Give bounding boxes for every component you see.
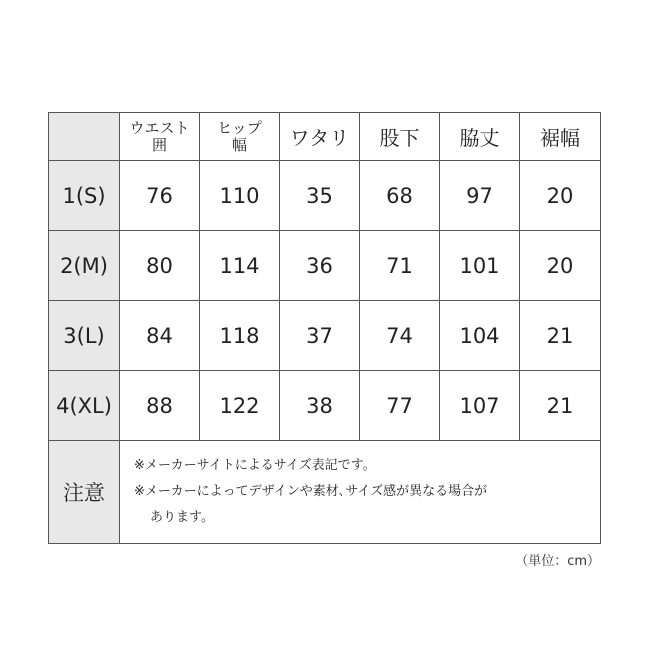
value-cell: 20: [520, 231, 601, 301]
value-cell: 20: [520, 161, 601, 231]
value-cell: 35: [280, 161, 360, 231]
header-hip-line2: 幅: [231, 135, 247, 154]
header-waist-line1: ウエスト: [129, 118, 190, 137]
value-cell: 37: [280, 301, 360, 371]
size-row-s: [49, 161, 601, 231]
value-cell: 21: [520, 301, 601, 371]
size-label: 2(M): [49, 231, 120, 301]
header-hip: [200, 113, 280, 161]
header-waist: [120, 113, 200, 161]
unit-note: （単位：cm）: [515, 554, 600, 569]
value-cell: 118: [200, 301, 280, 371]
value-cell: 68: [360, 161, 440, 231]
note-text-cell: [120, 441, 601, 544]
value-cell: 107: [440, 371, 520, 441]
header-waist-line2: 囲: [151, 135, 167, 154]
header-row: [49, 113, 601, 161]
header-inseam: 股下: [360, 113, 440, 161]
size-row-m: [49, 231, 601, 301]
value-cell: 80: [120, 231, 200, 301]
header-hem-width: 裾幅: [520, 113, 601, 161]
note-label: 注意: [49, 441, 120, 544]
note-row: [49, 441, 601, 544]
size-row-xl: [49, 371, 601, 441]
size-table: [48, 112, 601, 544]
value-cell: 21: [520, 371, 601, 441]
size-row-l: [49, 301, 601, 371]
value-cell: 97: [440, 161, 520, 231]
value-cell: 84: [120, 301, 200, 371]
size-label: 1(S): [49, 161, 120, 231]
size-label: 4(XL): [49, 371, 120, 441]
value-cell: 38: [280, 371, 360, 441]
value-cell: 122: [200, 371, 280, 441]
value-cell: 104: [440, 301, 520, 371]
header-corner-cell: [49, 113, 120, 161]
value-cell: 110: [200, 161, 280, 231]
value-cell: 76: [120, 161, 200, 231]
value-cell: 77: [360, 371, 440, 441]
value-cell: 71: [360, 231, 440, 301]
value-cell: 74: [360, 301, 440, 371]
note-line-3: あります。: [150, 510, 214, 525]
value-cell: 101: [440, 231, 520, 301]
header-side-length: 脇丈: [440, 113, 520, 161]
header-thigh: ワタリ: [280, 113, 360, 161]
value-cell: 114: [200, 231, 280, 301]
value-cell: 36: [280, 231, 360, 301]
value-cell: 88: [120, 371, 200, 441]
note-line-1: ※メーカーサイトによるサイズ表記です。: [134, 458, 376, 473]
header-hip-line1: ヒップ: [217, 118, 262, 137]
note-line-2: ※メーカーによってデザインや素材､サイズ感が異なる場合が: [134, 484, 488, 499]
size-label: 3(L): [49, 301, 120, 371]
